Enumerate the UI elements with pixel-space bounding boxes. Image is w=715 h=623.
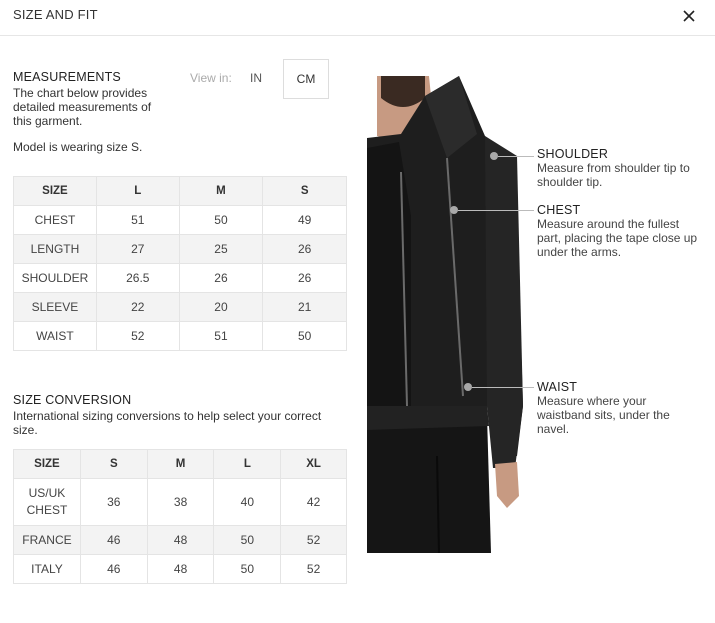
size-conversion-heading: SIZE CONVERSION [13,393,132,407]
table-cell: 26 [263,264,347,293]
table-cell: 50 [263,322,347,351]
measurements-header-row [14,177,347,206]
table-row [14,206,347,235]
column-header: S [80,450,147,479]
size-conversion-description: International sizing conversions to help select your correct size. [13,409,322,437]
table-row [14,264,347,293]
shoulder-marker [490,152,498,160]
column-header: M [147,450,214,479]
table-cell: 27 [96,235,179,264]
table-row [14,555,347,584]
shoulder-label: SHOULDER [537,147,609,161]
view-in-label: View in: [190,71,232,85]
row-label: ITALY [14,555,81,584]
table-cell: 52 [281,555,347,584]
table-cell: 26 [263,235,347,264]
table-cell: 51 [179,322,263,351]
table-cell: 38 [147,479,214,526]
row-label: FRANCE [14,526,81,555]
column-header: SIZE [14,177,97,206]
waist-marker [464,383,472,391]
measurements-description: The chart below provides detailed measurements of this garment. [13,86,152,128]
table-row [14,293,347,322]
column-header: M [179,177,263,206]
table-cell: 52 [96,322,179,351]
table-cell: 50 [179,206,263,235]
table-cell: 50 [214,526,281,555]
model-photo [367,76,524,553]
table-cell: 21 [263,293,347,322]
table-cell: 48 [147,526,214,555]
waist-leader-line [472,387,534,388]
size-conversion-table [13,449,347,584]
table-cell: 50 [214,555,281,584]
table-row [14,526,347,555]
measurements-heading: MEASUREMENTS [13,70,121,84]
table-cell: 42 [281,479,347,526]
row-label: SLEEVE [14,293,97,322]
measurements-table [13,176,347,351]
table-cell: 52 [281,526,347,555]
model-size-note: Model is wearing size S. [13,140,143,154]
table-cell: 46 [80,555,147,584]
chest-description: Measure around the fullest part, placing the tape close up under the arms. [537,217,698,259]
table-cell: 36 [80,479,147,526]
table-row [14,235,347,264]
table-cell: 20 [179,293,263,322]
modal-header [0,0,715,36]
column-header: SIZE [14,450,81,479]
column-header: S [263,177,347,206]
unit-cm-toggle[interactable]: CM [283,59,329,99]
row-label: CHEST [14,206,97,235]
table-cell: 48 [147,555,214,584]
table-row [14,322,347,351]
column-header: L [214,450,281,479]
table-cell: 40 [214,479,281,526]
waist-label: WAIST [537,380,578,394]
table-cell: 46 [80,526,147,555]
conversion-header-row [14,450,347,479]
modal-title: SIZE AND FIT [13,7,98,22]
waist-description: Measure where your waistband sits, under the navel. [537,394,670,436]
row-label: WAIST [14,322,97,351]
unit-in-toggle[interactable]: IN [250,71,262,85]
column-header: XL [281,450,347,479]
close-icon[interactable] [682,9,696,23]
chest-leader-line [458,210,534,211]
table-cell: 22 [96,293,179,322]
table-row [14,479,347,526]
row-label: SHOULDER [14,264,97,293]
table-cell: 49 [263,206,347,235]
table-cell: 51 [96,206,179,235]
table-cell: 26.5 [96,264,179,293]
shoulder-leader-line [498,156,534,157]
table-cell: 26 [179,264,263,293]
row-label: US/UK CHEST [14,479,81,526]
table-cell: 25 [179,235,263,264]
chest-label: CHEST [537,203,581,217]
shoulder-description: Measure from shoulder tip to shoulder tip. [537,161,690,189]
row-label: LENGTH [14,235,97,264]
chest-marker [450,206,458,214]
column-header: L [96,177,179,206]
